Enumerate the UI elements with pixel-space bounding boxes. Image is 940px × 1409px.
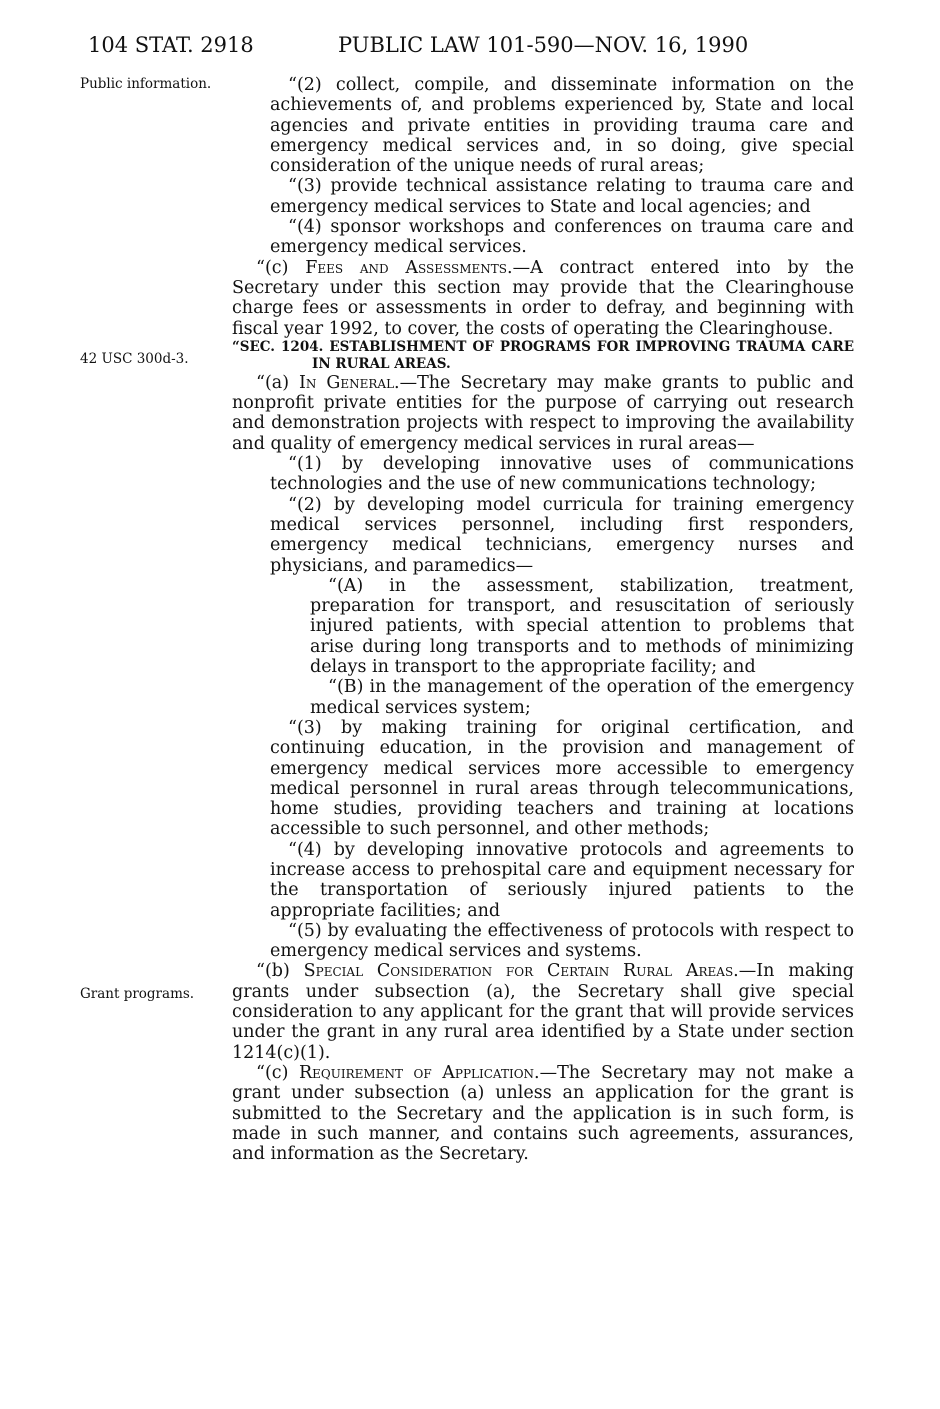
- section-1204-heading: “SEC. 1204. ESTABLISHMENT OF PROGRAMS FOR IMPROVING TRAUMA CARE IN RURAL AREAS.: [232, 338, 854, 372]
- subsection-heading: In General.: [299, 372, 400, 393]
- subsection-heading: Requirement of Application.: [298, 1062, 540, 1083]
- subsection-c-fees: “(c) Fees and Assessments.—A contract entered into by the Secretary under this section may provide that the Clearinghouse charge fees or assessments in order to defray, and beginning with fiscal year 1992, to cover, the costs of operating the Clearinghouse.: [232, 257, 854, 339]
- subsection-a-general: “(a) In General.—The Secretary may make grants to public and nonprofit private entities for the purpose of carrying out research and demonstration projects with respect to improving the availability and quality of emergency medical services in rural areas—: [232, 372, 854, 454]
- item-2-b-management: “(B) in the management of the operation of the emergency medical services system;: [310, 677, 854, 718]
- item-4-protocols: “(4) by developing innovative protocols and agreements to increase access to prehospital care and equipment necessary for the transportation of seriously injured patients to the appropriate facilities; and: [270, 839, 854, 921]
- paragraph-2-collect: “(2) collect, compile, and disseminate information on the achievements of, and problems experienced by, State and local agencies and private entities in providing trauma care and emergency medical services and, in so doing, give special consideration of the unique needs of rural areas;: [270, 75, 854, 177]
- law-title: PUBLIC LAW 101-590—NOV. 16, 1990: [338, 33, 749, 57]
- item-5-evaluation: “(5) by evaluating the effectiveness of protocols with respect to emergency medical services and systems.: [270, 920, 854, 962]
- margin-note-grant-programs: Grant programs.: [80, 986, 195, 1002]
- margin-note-public-information: Public information.: [80, 76, 212, 92]
- margin-note-usc-citation: 42 USC 300d-3.: [80, 351, 189, 367]
- item-1-communications: “(1) by developing innovative uses of communications technologies and the use of new communications technology;: [270, 454, 854, 495]
- item-3-training: “(3) by making training for original certification, and continuing education, in the provision and management of emergency medical services more accessible to emergency medical personnel in rural areas through telecommunications, home studies, providing teachers and training at locations accessible to such personnel, and other methods;: [270, 717, 854, 840]
- paragraph-4-workshops: “(4) sponsor workshops and conferences on trauma care and emergency medical services.: [270, 217, 854, 258]
- subsection-heading: Special Consideration for Certain Rural Areas.: [303, 961, 739, 982]
- item-2-curricula: “(2) by developing model curricula for training emergency medical services personnel, including first responders, emergency medical technicians, emergency nurses and physicians, and paramedics—: [270, 494, 854, 576]
- paragraph-3-technical-assistance: “(3) provide technical assistance relating to trauma care and emergency medical services to State and local agencies; and: [270, 176, 854, 217]
- item-2-a-assessment: “(A) in the assessment, stabilization, treatment, preparation for transport, and resuscitation of seriously injured patients, with special attention to problems that arise during long transports and to methods of minimizing delays in transport to the appropriate facility; and: [310, 575, 854, 678]
- subsection-heading: Fees and Assessments.: [305, 257, 513, 278]
- subsection-c-application: “(c) Requirement of Application.—The Secretary may not make a grant under subsection (a) unless an application for the grant is submitted to the Secretary and the application is in such form, is made in such manner, and contains such agreements, assurances, and information as the Secretary.: [232, 1062, 854, 1165]
- subsection-b-special-consideration: “(b) Special Consideration for Certain Rural Areas.—In making grants under subsection (a), the Secretary shall give special consideration to any applicant for the grant that will provide services under the grant in any rural area identified by a State under section 1214(c)(1).: [232, 961, 854, 1063]
- body-text: [232, 75, 854, 1164]
- stat-page-number: 104 STAT. 2918: [88, 33, 254, 57]
